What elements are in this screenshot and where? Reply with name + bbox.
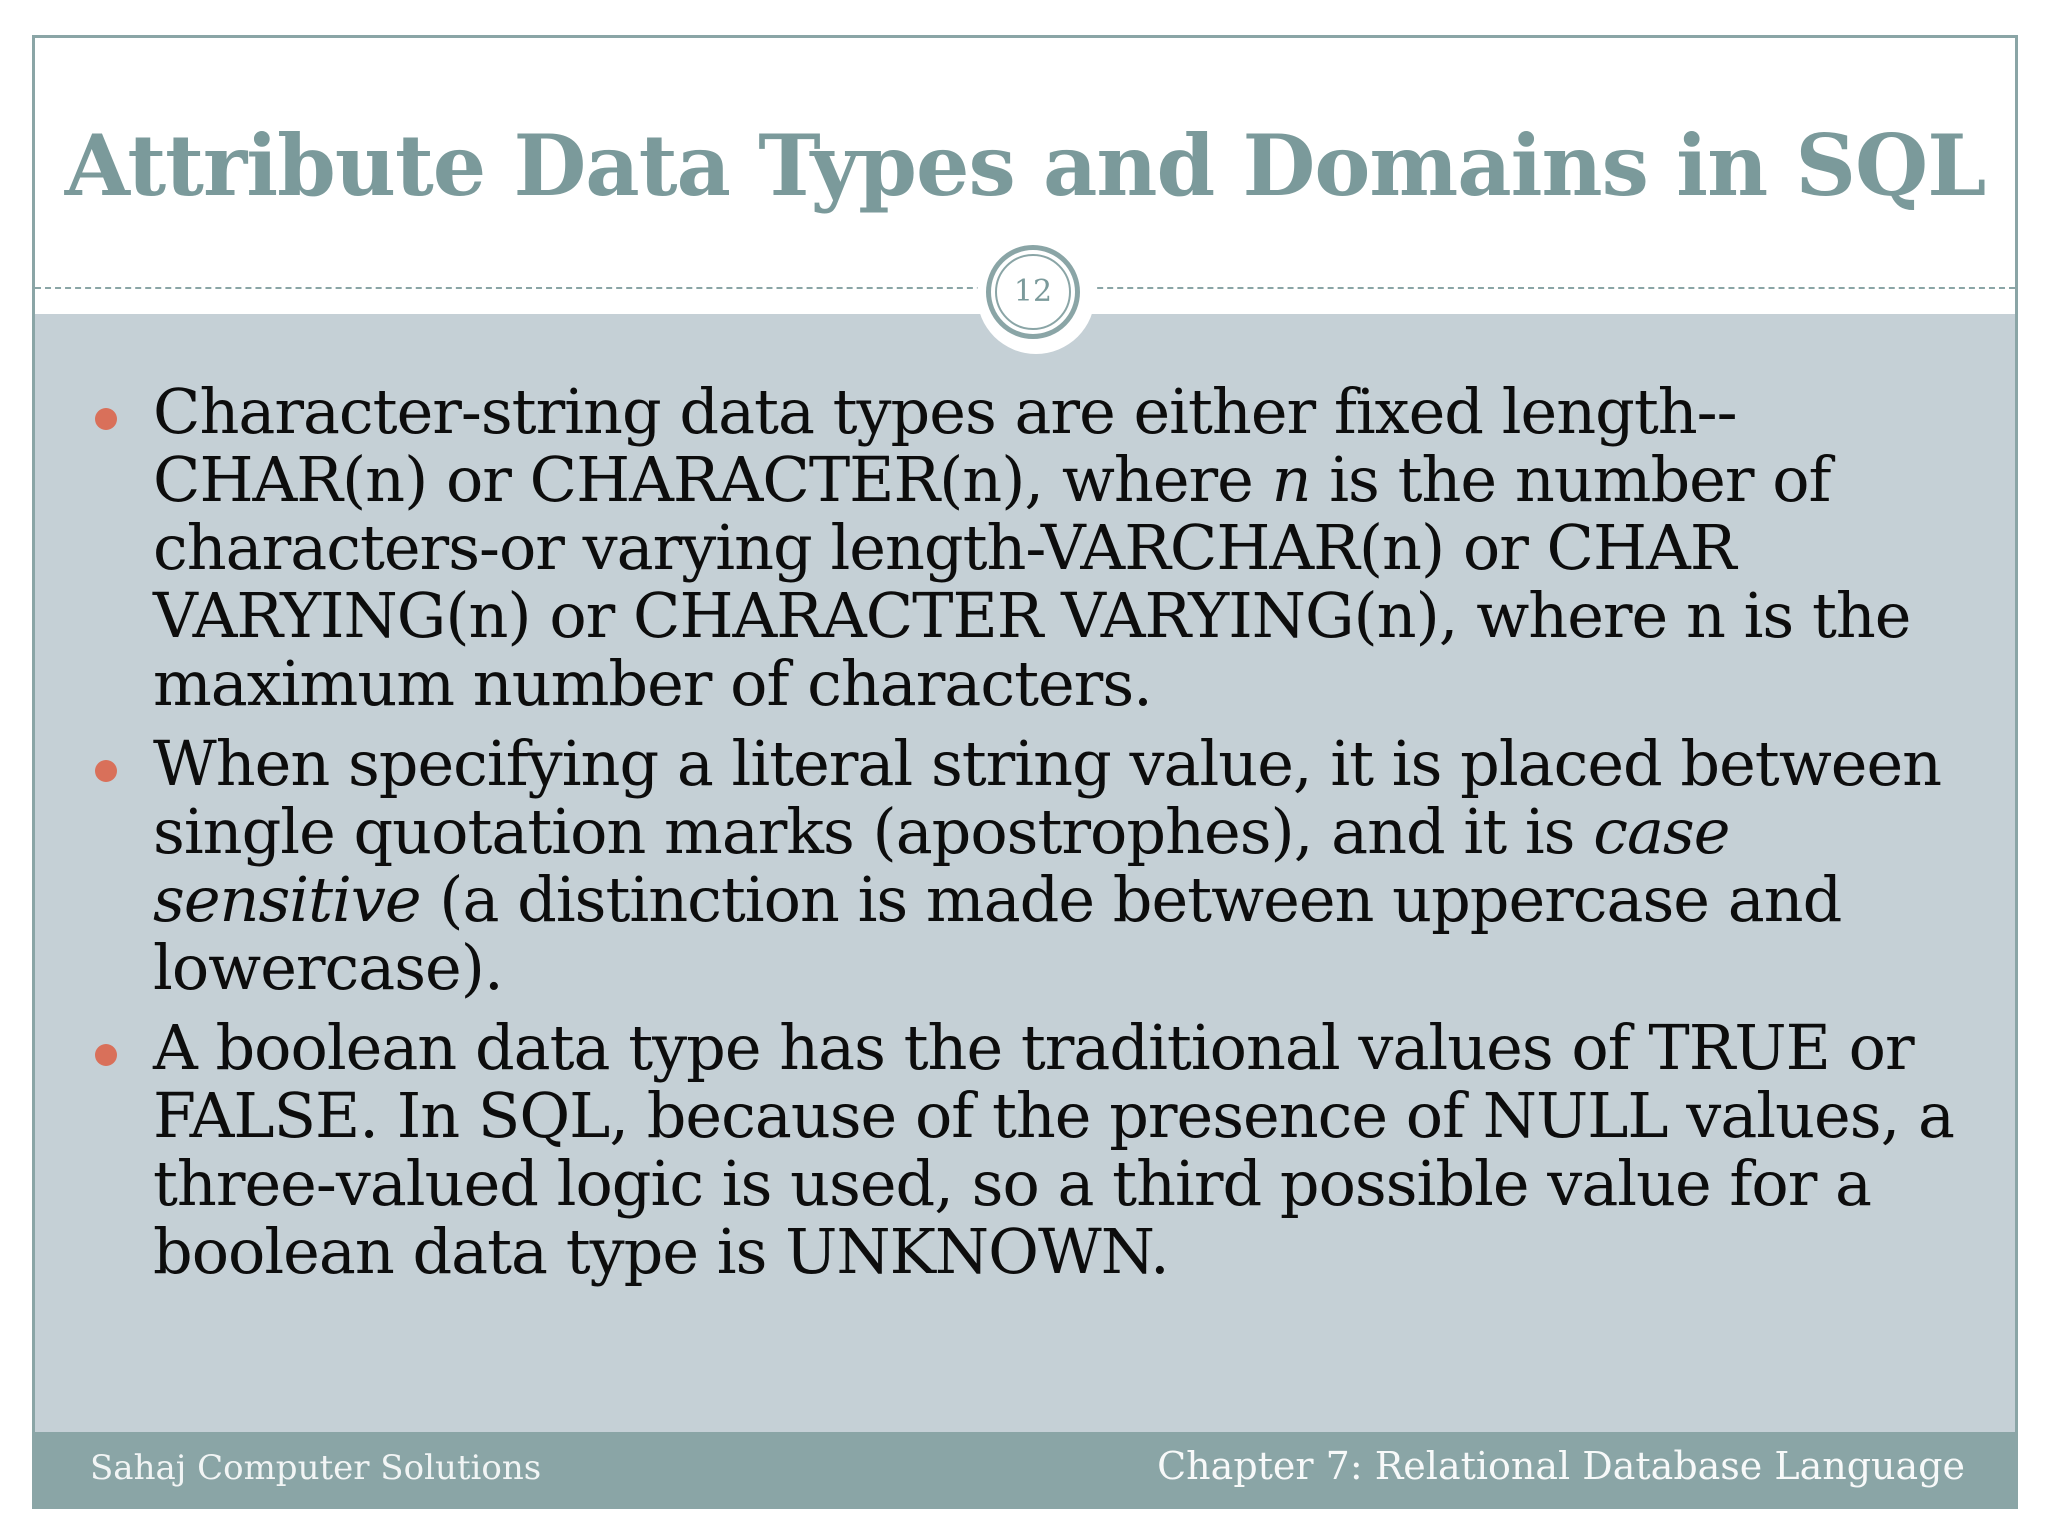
slide-title: Attribute Data Types and Domains in SQL bbox=[64, 116, 1986, 215]
bullet-text-segment: A boolean data type has the traditional values of TRUE or FALSE. In SQL, because of the presence of NULL values, a three-valued logic is used, so a third possible value for a boolean data type is UNKNOWN. bbox=[153, 1011, 1954, 1288]
footer-company: Sahaj Computer Solutions bbox=[90, 1448, 542, 1488]
bullet-list bbox=[35, 375, 2015, 1298]
bullet-dot-icon bbox=[95, 1044, 117, 1066]
page-number: 12 bbox=[995, 254, 1071, 330]
bullet-text-segment: Character-string data types are either fixed length--CHAR(n) or CHARACTER(n), where bbox=[153, 375, 1737, 516]
bullet-text-segment: is the number of characters-or varying length-VARCHAR(n) or CHAR VARYING(n) or CHARACTER VARYING(n), where n is the maximum number of characters. bbox=[153, 443, 1911, 720]
footer-chapter: Chapter 7: Relational Database Language bbox=[1157, 1444, 1965, 1488]
bullet-dot-icon bbox=[95, 408, 117, 430]
footer-bar bbox=[35, 1432, 2015, 1506]
bullet-italic-segment: n bbox=[1271, 443, 1311, 516]
bullet-item bbox=[35, 1011, 2015, 1288]
bullet-item bbox=[35, 375, 2015, 720]
bullet-item bbox=[35, 727, 2015, 1004]
bullet-dot-icon bbox=[95, 760, 117, 782]
page-number-badge bbox=[986, 245, 1080, 339]
bullet-italic-segment: case sensitive bbox=[153, 795, 1730, 936]
slide bbox=[32, 35, 2018, 1509]
bullet-text-segment: (a distinction is made between uppercase and lowercase). bbox=[153, 863, 1842, 1004]
bullet-text-segment: When specifying a literal string value, it is placed between single quotation marks (apostrophes), and it is bbox=[153, 727, 1942, 868]
